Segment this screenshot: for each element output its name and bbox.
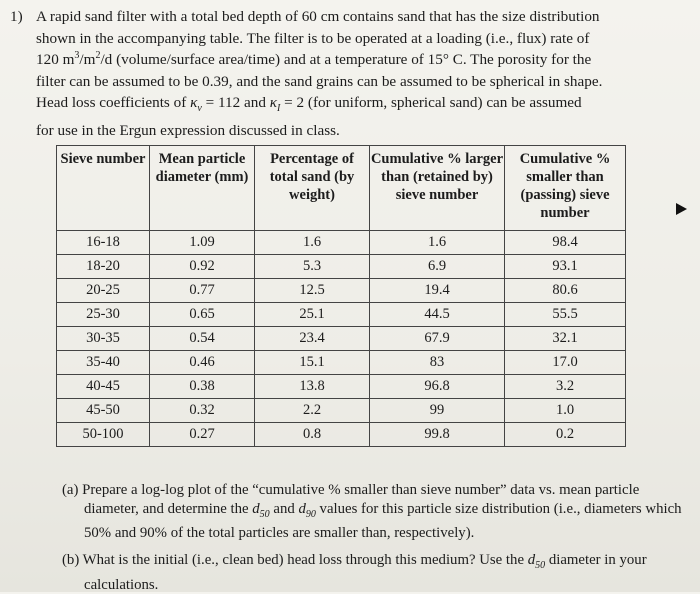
table-cell: 40-45 [57, 375, 150, 399]
table-row [57, 399, 626, 423]
problem-statement [10, 6, 690, 141]
table-cell: 99.8 [370, 423, 505, 447]
table-cell: 96.8 [370, 375, 505, 399]
table-cell: 3.2 [505, 375, 626, 399]
question-parts [62, 481, 692, 594]
table-cell: 1.6 [255, 231, 370, 255]
table-cell: 0.8 [255, 423, 370, 447]
table-cell: 0.46 [150, 351, 255, 375]
table-cell: 45-50 [57, 399, 150, 423]
table-cell: 1.0 [505, 399, 626, 423]
table-cell: 1.09 [150, 231, 255, 255]
table-cell: 0.2 [505, 423, 626, 447]
table-cell: 13.8 [255, 375, 370, 399]
table-cell: 15.1 [255, 351, 370, 375]
table-cell: 67.9 [370, 327, 505, 351]
table-cell: 20-25 [57, 279, 150, 303]
table-cell: 44.5 [370, 303, 505, 327]
column-header: Sieve number [57, 146, 150, 231]
table-cell: 12.5 [255, 279, 370, 303]
problem-line: filter can be assumed to be 0.39, and the sand grains can be assumed to be spherical in shape. [36, 72, 603, 90]
table-cell: 83 [370, 351, 505, 375]
table-cell: 0.65 [150, 303, 255, 327]
table-row [57, 255, 626, 279]
table-cell: 17.0 [505, 351, 626, 375]
table-cell: 93.1 [505, 255, 626, 279]
table-cell: 0.38 [150, 375, 255, 399]
table-row [57, 303, 626, 327]
column-header: Mean particle diameter (mm) [150, 146, 255, 231]
problem-line: A rapid sand filter with a total bed depth of 60 cm contains sand that has the size distribution [36, 8, 600, 25]
table-cell: 16-18 [57, 231, 150, 255]
table-cell: 19.4 [370, 279, 505, 303]
table-cell: 0.32 [150, 399, 255, 423]
table-cell: 1.6 [370, 231, 505, 255]
table-cell: 6.9 [370, 255, 505, 279]
table-cell: 0.27 [150, 423, 255, 447]
table-row [57, 279, 626, 303]
problem-line: for use in the Ergun expression discussed in class. [36, 121, 340, 139]
table-cell: 25.1 [255, 303, 370, 327]
part-a: (a) Prepare a log-log plot of the “cumulative % smaller than sieve number” data vs. mean particle diameter, and determine the $d_{50}$ and $d_{90}$ values for this particle size distribution (i.e., diameters which 50% and 90% of the total particles are smaller than, respectively). [62, 482, 682, 541]
column-header: Percentage of total sand (by weight) [255, 146, 370, 231]
problem-line: 120 $m^3/m^2/d$ (volume/surface area/time) and at a temperature of 15° C. The porosity for the [36, 49, 592, 68]
table-row [57, 351, 626, 375]
table-row [57, 375, 626, 399]
table-cell: 99 [370, 399, 505, 423]
table-cell: 32.1 [505, 327, 626, 351]
table-cell: 50-100 [57, 423, 150, 447]
size-distribution-table [56, 145, 626, 447]
table-row [57, 327, 626, 351]
table-cell: 18-20 [57, 255, 150, 279]
table-row [57, 423, 626, 447]
table-cell: 98.4 [505, 231, 626, 255]
table-cell: 80.6 [505, 279, 626, 303]
table-cell: 5.3 [255, 255, 370, 279]
table-cell: 0.92 [150, 255, 255, 279]
table-cell: 0.77 [150, 279, 255, 303]
column-header: Cumulative % larger than (retained by) sieve number [370, 146, 505, 231]
table-cell: 25-30 [57, 303, 150, 327]
table-row [57, 231, 626, 255]
part-b: (b) What is the initial (i.e., clean bed) head loss through this medium? Use the $d_{50}$ diameter in your calculations. [62, 552, 647, 593]
problem-line: Head loss coefficients of $\kappa_v = 112$ and $\kappa_I = 2$ (for uniform, spherical sand) can be assumed [36, 94, 582, 115]
table-cell: 35-40 [57, 351, 150, 375]
table-cell: 0.54 [150, 327, 255, 351]
table-cell: 2.2 [255, 399, 370, 423]
table-cell: 23.4 [255, 327, 370, 351]
problem-text [36, 6, 690, 141]
problem-number: 1) [10, 8, 23, 25]
pointer-arrow-icon [676, 203, 687, 215]
column-header: Cumulative % smaller than (passing) sieve number [505, 146, 626, 231]
table-header-row [57, 146, 626, 231]
table-cell: 55.5 [505, 303, 626, 327]
problem-line: shown in the accompanying table. The filter is to be operated at a loading (i.e., flux) rate of [36, 29, 590, 47]
table-cell: 30-35 [57, 327, 150, 351]
